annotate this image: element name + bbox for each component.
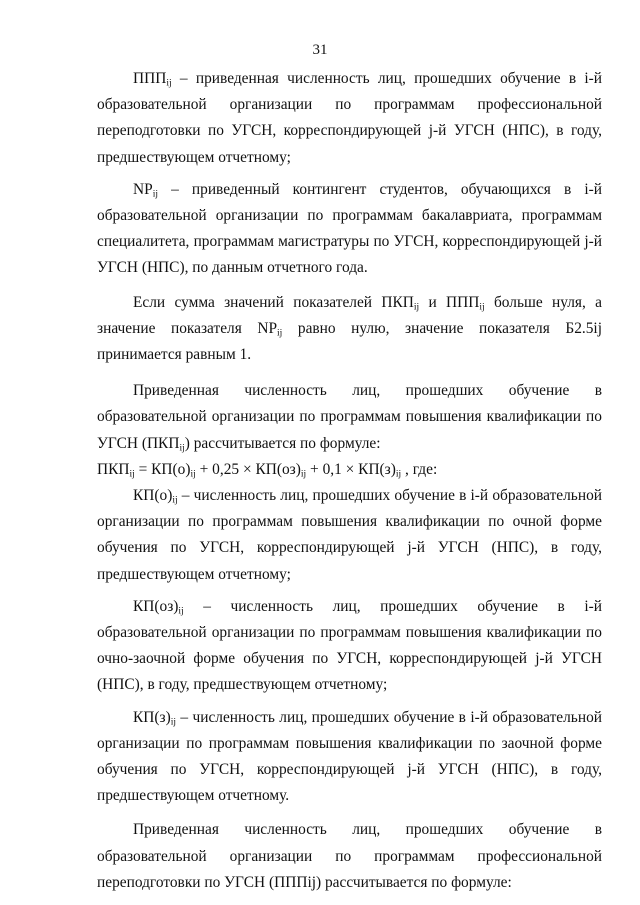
page-number: 31 (312, 42, 328, 58)
subscript: ij (152, 188, 158, 200)
text-run: Если сумма значений показателей ПКП (133, 293, 414, 311)
subscript: ij (479, 301, 485, 312)
text-run: и ППП (419, 293, 480, 311)
subscript: ij (170, 716, 177, 728)
definition-text: – численность лиц, прошедших обучение в i-й образовательной организации по программам повышения квалификации по очной форме обучения по УГСН, корреспондирующей j-й УГСН (НПС), в году, предшествующем отчетному; (97, 487, 602, 583)
subscript: ij (190, 468, 196, 480)
subscript: ij (413, 301, 420, 312)
formula-pkp (97, 457, 602, 483)
definition-text: – приведенный контингент студентов, обучающихся в i-й образовательной организации по программам бакалавриата, программам специалитета, программам магистратуры по УГСН, корреспондирующей j-й УГСН (НПС), по данным отчетного года. (97, 180, 602, 277)
definition-text: – численность лиц, прошедших обучение в i-й образовательной организации по программам повышения квалификации по заочной форме обучения по УГСН, корреспондирующей j-й УГСН (НПС), в году, предшествующем отчетному. (97, 708, 602, 805)
subscript: ij (172, 494, 178, 506)
document-body (97, 66, 602, 896)
paragraph-condition (97, 290, 602, 369)
subscript: ij (277, 327, 283, 339)
definition-text: – численность лиц, прошедших обучение в i-й образовательной организации по программам повышения квалификации по очно-заочной форме обучения по УГСН, корреспондирующей j-й УГСН (НПС), в году, предшествующем отчетному; (97, 597, 602, 694)
text-run: больше нуля, а значение показателя NP (97, 293, 602, 337)
paragraph-ppp-definition (97, 66, 602, 171)
subscript: ij (166, 77, 172, 89)
paragraph-kp-z-definition (97, 705, 602, 810)
text-run: равно нулю, значение показателя Б2.5ij принимается равным 1. (97, 319, 602, 364)
subscript: ij (300, 468, 307, 480)
paragraph-kp-oz-definition (97, 594, 602, 699)
definition-text: – приведенная численность лиц, прошедших обучение в i-й образовательной организации по программам профессиональной переподготовки по УГСН, корреспондирующей j-й УГСН (НПС), в году, предшествующем отчетному; (97, 70, 602, 166)
formula-term: + 0,25 × КП(оз) (195, 460, 301, 478)
formula-term: = КП(о) (134, 460, 191, 478)
term-kp-oz: КП(оз) (133, 597, 179, 615)
text-run: ) рассчитывается по формуле: (184, 434, 381, 452)
subscript: ij (395, 468, 402, 480)
formula-lhs: ПКП (97, 460, 130, 478)
formula-term: + 0,1 × КП(з) (306, 460, 396, 478)
subscript: ij (179, 442, 185, 454)
term-kp-z: КП(з) (133, 708, 171, 726)
paragraph-pkp-intro (97, 378, 602, 457)
term-ppp: ППП (133, 70, 167, 87)
paragraph-ppp-intro: Приведенная численность лиц, прошедших обучение в образовательной организации по программам профессиональной переподготовки по УГСН (ПППij) рассчитывается по формуле: (97, 821, 602, 891)
subscript: ij (178, 605, 184, 617)
paragraph-kp-o-definition (97, 483, 602, 588)
term-kp-o: КП(о) (133, 487, 173, 505)
subscript: ij (129, 468, 135, 480)
formula-tail: , где: (401, 460, 438, 478)
paragraph-np-definition (97, 177, 602, 282)
term-np: NP (133, 180, 153, 198)
text-run: Приведенная численность лиц, прошедших обучение в образовательной организации по программам повышения квалификации по УГСН (ПКП (97, 382, 602, 452)
